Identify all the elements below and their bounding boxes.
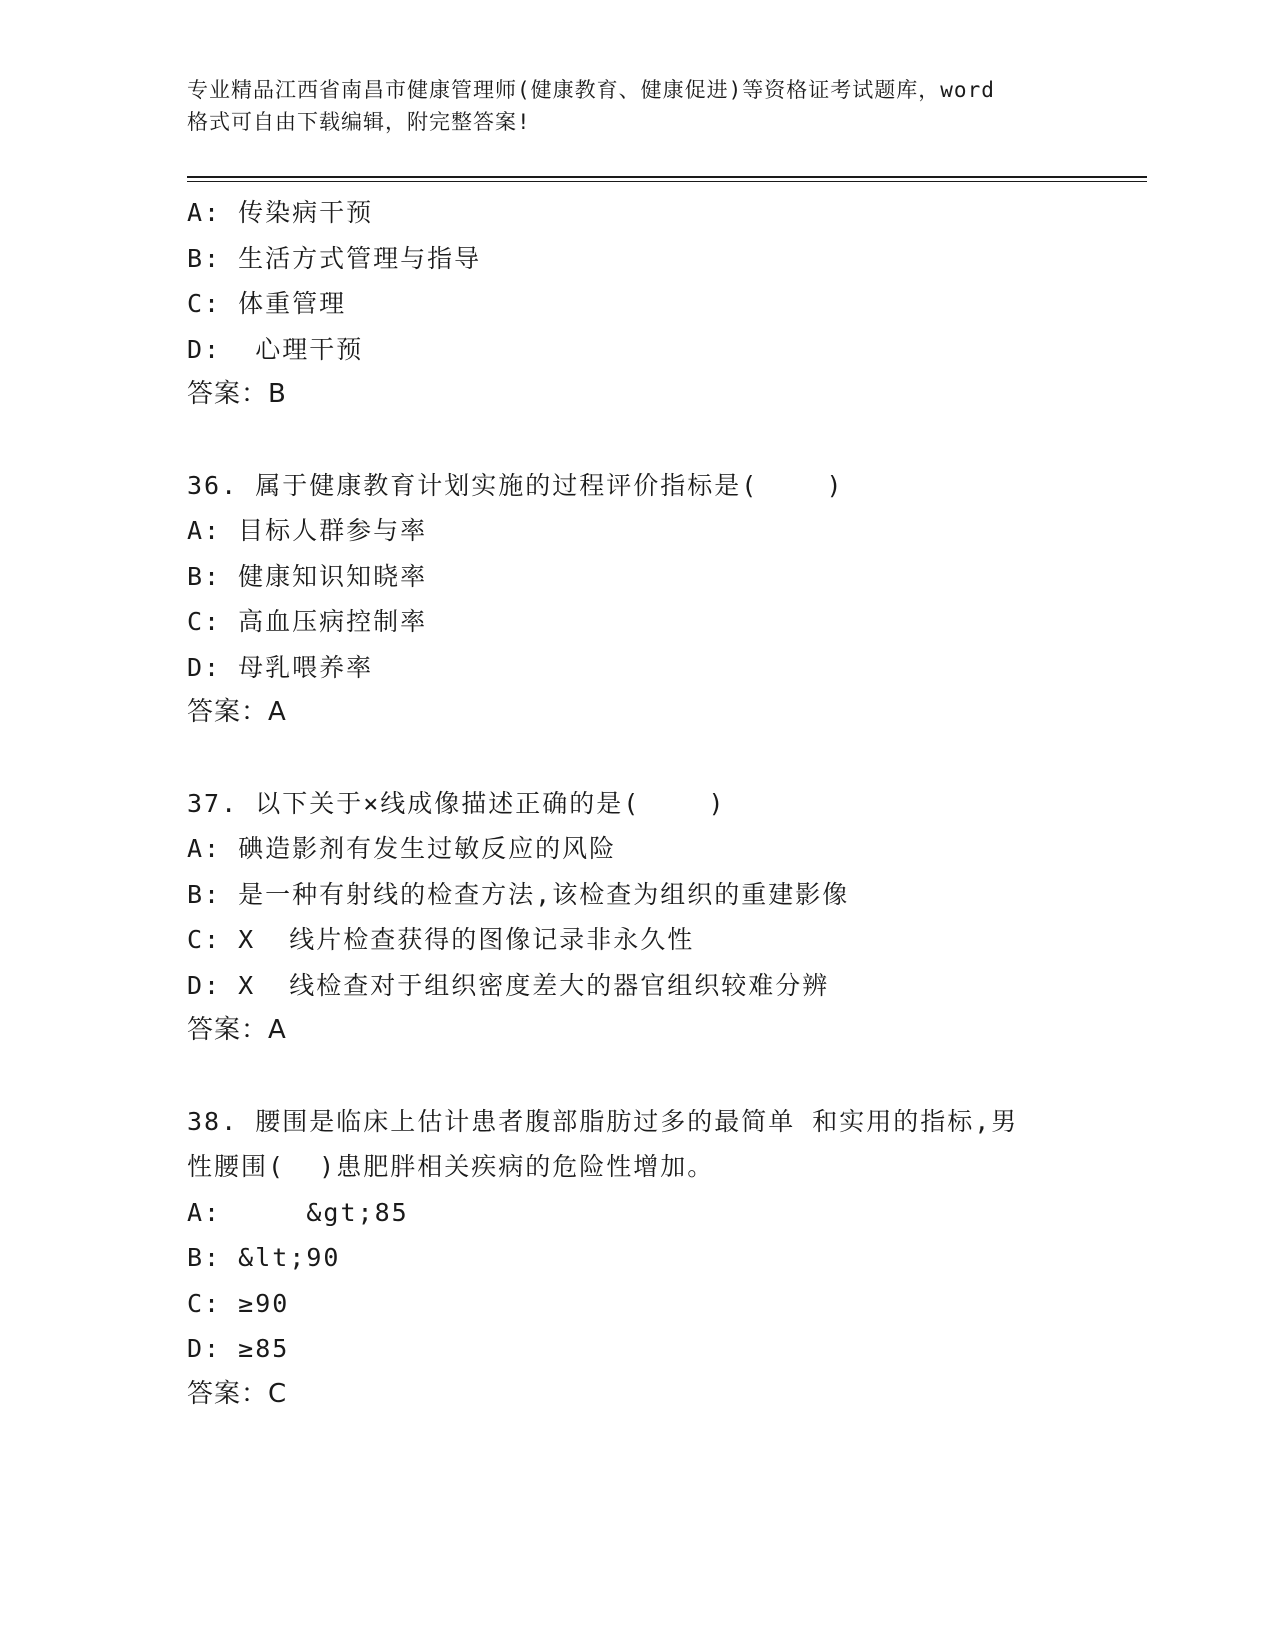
question-list: [187, 190, 1147, 1417]
question-title-line-1: 38. 腰围是临床上估计患者腹部脂肪过多的最简单 和实用的指标,男: [187, 1106, 1019, 1136]
option-c: C: 高血压病控制率: [187, 607, 428, 636]
option-a: A: 传染病干预: [187, 198, 374, 227]
answer: 答案：C: [187, 1378, 288, 1409]
question-title-line-2: 性腰围( )患肥胖相关疾病的危险性增加。: [187, 1152, 715, 1181]
option-a: A: 碘造影剂有发生过敏反应的风险: [187, 834, 617, 863]
header-line-2: 格式可自由下载编辑，附完整答案!: [187, 110, 531, 134]
option-b: B: 健康知识知晓率: [187, 561, 428, 591]
question-title: 37. 以下关于×线成像描述正确的是( ): [187, 788, 726, 818]
answer: 答案：B: [187, 379, 287, 409]
header-divider: [187, 176, 1147, 182]
option-a: A: 目标人群参与率: [187, 516, 428, 545]
question-title: 36. 属于健康教育计划实施的过程评价指标是( ): [187, 470, 844, 500]
option-b: B: 生活方式管理与指导: [187, 243, 482, 273]
question-37: [187, 781, 1147, 1054]
option-a: A: &gt;85: [187, 1197, 409, 1227]
answer: 答案：A: [187, 697, 287, 727]
option-d: D: X 线检查对于组织密度差大的器官组织较难分辨: [187, 970, 830, 1000]
option-d: D: 母乳喂养率: [187, 652, 374, 682]
question-38: [187, 1099, 1147, 1418]
question-35: [187, 190, 1147, 418]
option-d: D: 心理干预: [187, 334, 364, 364]
option-d: D: ≥85: [187, 1334, 290, 1363]
document-header: [187, 74, 1087, 138]
option-b: B: &lt;90: [187, 1243, 341, 1272]
option-b: B: 是一种有射线的检查方法,该检查为组织的重建影像: [187, 879, 850, 909]
answer: 答案：A: [187, 1015, 287, 1045]
header-line-1: 专业精品江西省南昌市健康管理师(健康教育、健康促进)等资格证考试题库，word: [187, 78, 995, 102]
option-c: C: X 线片检查获得的图像记录非永久性: [187, 925, 695, 954]
option-c: C: ≥90: [187, 1288, 290, 1318]
option-c: C: 体重管理: [187, 289, 347, 318]
question-36: [187, 463, 1147, 736]
